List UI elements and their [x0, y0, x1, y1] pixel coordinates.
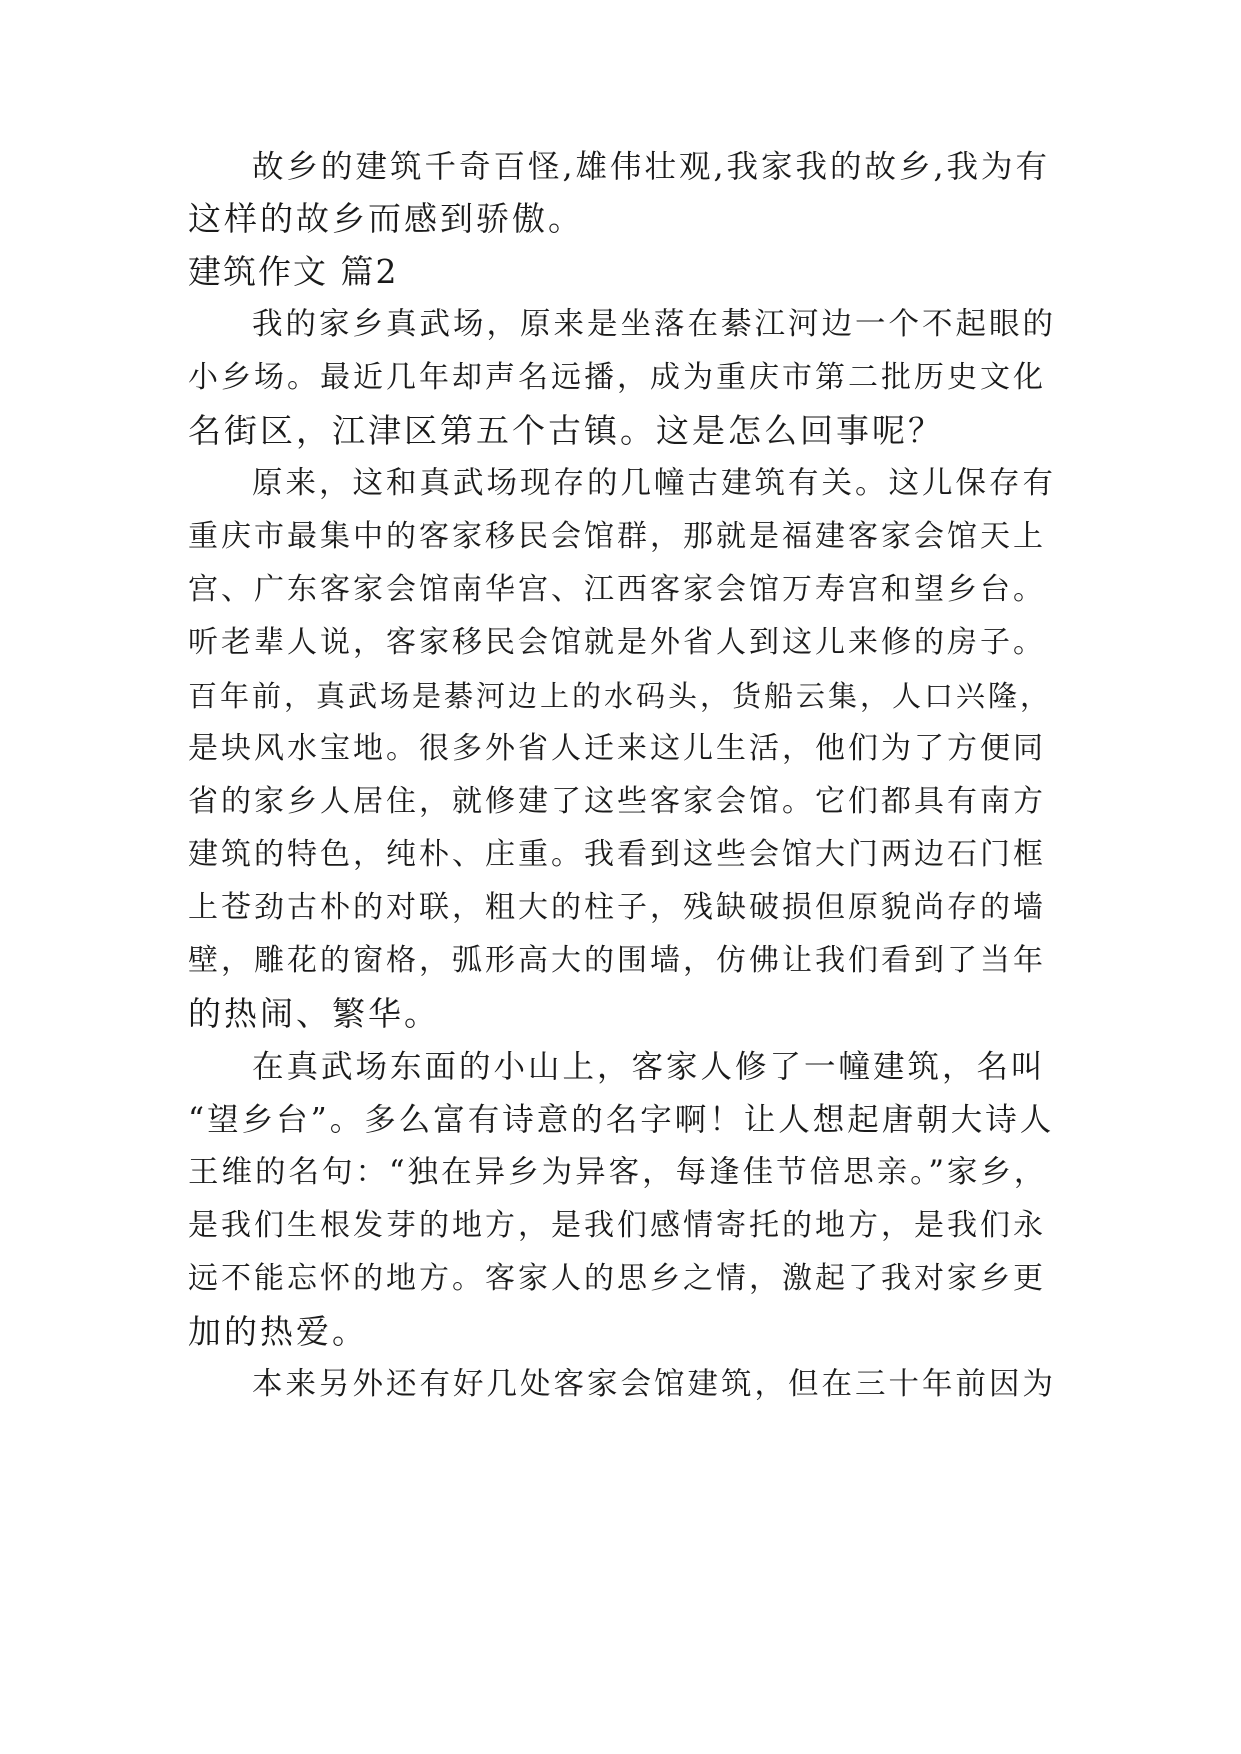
- paragraph-2-line-1: 原来，这和真武场现存的几幢古建筑有关。这儿保存有: [252, 466, 1056, 501]
- paragraph-2-line-10: 壁，雕花的窗格，弧形高大的围墙，仿佛让我们看到了当年: [188, 943, 1046, 978]
- paragraph-1-line-2: 小乡场。最近几年却声名远播，成为重庆市第二批历史文化: [188, 360, 1046, 395]
- paragraph-2-line-6: 是块风水宝地。很多外省人迁来这儿生活，他们为了方便同: [188, 731, 1046, 766]
- paragraph-2-line-8: 建筑的特色，纯朴、庄重。我看到这些会馆大门两边石门框: [188, 837, 1046, 872]
- intro-line-2: 这样的故乡而感到骄傲。: [188, 199, 584, 238]
- paragraph-2-line-2: 重庆市最集中的客家移民会馆群，那就是福建客家会馆天上: [188, 519, 1046, 554]
- paragraph-3-line-5: 远不能忘怀的地方。客家人的思乡之情，激起了我对家乡更: [188, 1261, 1046, 1296]
- paragraph-3-line-3: 王维的名句：“独在异乡为异客，每逢佳节倍思亲。”家乡，: [188, 1155, 1048, 1190]
- paragraph-2-line-7: 省的家乡人居住，就修建了这些客家会馆。它们都具有南方: [188, 784, 1046, 819]
- paragraph-2-line-9: 上苍劲古朴的对联，粗大的柱子，残缺破损但原貌尚存的墙: [188, 890, 1046, 925]
- paragraph-3-line-4: 是我们生根发芽的地方，是我们感情寄托的地方，是我们永: [188, 1208, 1046, 1243]
- paragraph-2-line-5: 百年前，真武场是綦河边上的水码头，货船云集，人口兴隆，: [188, 679, 1053, 713]
- paragraph-3-line-2: “望乡台”。多么富有诗意的名字啊！让人想起唐朝大诗人: [188, 1102, 1055, 1138]
- intro-line-1: 故乡的建筑千奇百怪,雄伟壮观,我家我的故乡,我为有: [252, 149, 1051, 185]
- paragraph-1-line-1: 我的家乡真武场，原来是坐落在綦江河边一个不起眼的: [252, 307, 1056, 342]
- paragraph-2-line-4: 听老辈人说，客家移民会馆就是外省人到这儿来修的房子。: [188, 625, 1046, 660]
- paragraph-4-line-1: 本来另外还有好几处客家会馆建筑，但在三十年前因为: [252, 1367, 1056, 1402]
- paragraph-2-line-3: 宫、广东客家会馆南华宫、江西客家会馆万寿宫和望乡台。: [188, 572, 1046, 607]
- paragraph-3-line-6: 加的热爱。: [188, 1312, 368, 1351]
- paragraph-1-line-3: 名街区，江津区第五个古镇。这是怎么回事呢？: [188, 411, 944, 450]
- paragraph-2-line-11: 的热闹、繁华。: [188, 994, 440, 1033]
- section-heading: 建筑作文 篇2: [188, 252, 399, 291]
- paragraph-3-line-1: 在真武场东面的小山上，客家人修了一幢建筑，名叫: [252, 1049, 1046, 1085]
